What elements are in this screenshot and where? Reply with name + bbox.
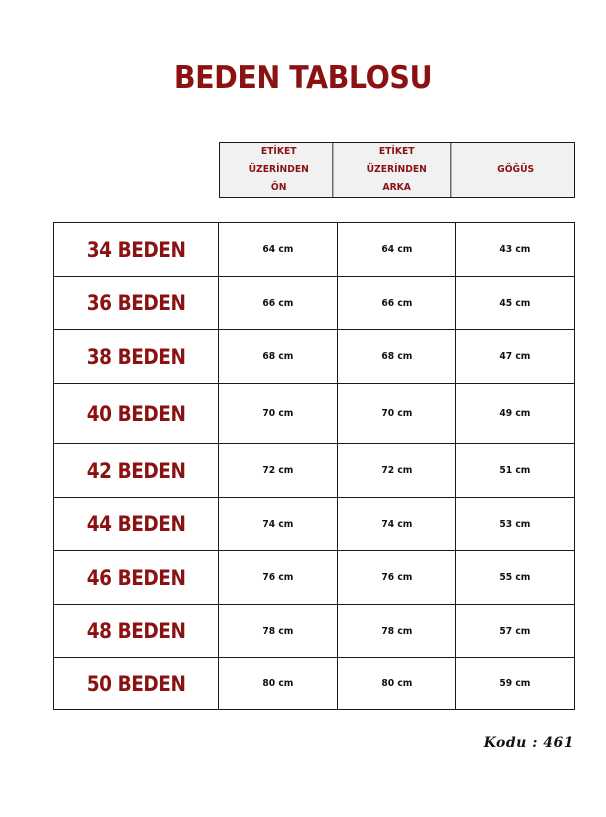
gogus-value-cell xyxy=(456,551,574,604)
size-label: 46 BEDEN xyxy=(86,565,186,590)
on-value: 66 cm xyxy=(262,297,294,309)
size-label: 40 BEDEN xyxy=(86,401,186,426)
gogus-value-cell xyxy=(456,605,574,657)
column-header-on-line1: ETİKET ÜZERİNDEN xyxy=(248,146,309,175)
column-header-on-line2: ÖN xyxy=(270,182,287,193)
on-value: 64 cm xyxy=(262,244,294,255)
size-label-cell xyxy=(54,658,219,709)
arka-value: 74 cm xyxy=(380,518,413,530)
arka-value: 72 cm xyxy=(380,465,413,476)
size-label-cell xyxy=(54,605,219,657)
arka-value-cell xyxy=(338,658,457,709)
column-header-on xyxy=(225,143,334,197)
table-row xyxy=(54,551,574,605)
on-value-cell xyxy=(219,551,338,604)
arka-value-cell xyxy=(338,551,457,604)
on-value: 68 cm xyxy=(262,351,294,362)
on-value: 74 cm xyxy=(262,518,294,530)
gogus-value-cell xyxy=(456,498,574,550)
table-row xyxy=(54,223,574,277)
table-row xyxy=(54,605,574,658)
on-value-cell xyxy=(219,384,338,443)
on-value: 80 cm xyxy=(262,678,294,689)
column-header-arka-line2: ARKA xyxy=(382,182,412,193)
on-value: 76 cm xyxy=(262,572,294,583)
table-row xyxy=(54,277,574,330)
arka-value: 68 cm xyxy=(380,351,413,362)
arka-value: 76 cm xyxy=(380,572,413,583)
gogus-value-cell xyxy=(456,223,574,276)
column-header-gogus-label: GÖĞÜS xyxy=(496,164,534,175)
arka-value-cell xyxy=(338,384,457,443)
size-label: 42 BEDEN xyxy=(86,458,186,483)
arka-value: 78 cm xyxy=(380,625,413,637)
arka-value-cell xyxy=(338,605,457,657)
table-row xyxy=(54,498,574,551)
on-value-cell xyxy=(219,330,338,383)
on-value: 70 cm xyxy=(262,408,294,419)
size-label: 38 BEDEN xyxy=(86,344,186,369)
table-row xyxy=(54,444,574,498)
on-value-cell xyxy=(219,498,338,550)
on-value-cell xyxy=(219,444,338,497)
on-value: 72 cm xyxy=(262,465,294,476)
gogus-value: 57 cm xyxy=(499,625,531,637)
gogus-value: 51 cm xyxy=(499,465,531,476)
size-label: 50 BEDEN xyxy=(86,671,186,696)
table-row xyxy=(54,658,574,709)
gogus-value-cell xyxy=(456,444,574,497)
arka-value: 70 cm xyxy=(380,408,413,419)
on-value-cell xyxy=(219,658,338,709)
size-label-cell xyxy=(54,551,219,604)
table-row xyxy=(54,384,574,444)
arka-value-cell xyxy=(338,330,457,383)
gogus-value: 55 cm xyxy=(499,572,531,583)
gogus-value-cell xyxy=(456,277,574,329)
gogus-value: 59 cm xyxy=(499,678,531,689)
column-header-table xyxy=(219,142,575,198)
size-label: 34 BEDEN xyxy=(86,237,186,262)
arka-value: 64 cm xyxy=(380,244,413,255)
page-title: BEDEN TABLOSU xyxy=(173,60,433,96)
size-label-cell xyxy=(54,384,219,443)
size-table xyxy=(53,222,575,710)
size-label: 36 BEDEN xyxy=(86,291,186,315)
on-value-cell xyxy=(219,277,338,329)
on-value: 78 cm xyxy=(262,625,294,637)
size-label: 48 BEDEN xyxy=(86,619,186,643)
product-code: Kodu : 461 xyxy=(483,735,574,751)
size-label-cell xyxy=(54,444,219,497)
gogus-value-cell xyxy=(456,330,574,383)
gogus-value: 45 cm xyxy=(499,297,531,309)
column-header-arka xyxy=(343,143,452,197)
size-label-cell xyxy=(54,498,219,550)
size-label-cell xyxy=(54,277,219,329)
gogus-value: 47 cm xyxy=(499,351,531,362)
gogus-value: 53 cm xyxy=(499,518,531,530)
column-header-gogus xyxy=(461,143,569,197)
size-label-cell xyxy=(54,330,219,383)
gogus-value: 49 cm xyxy=(499,408,531,419)
arka-value: 66 cm xyxy=(380,297,413,309)
arka-value-cell xyxy=(338,277,457,329)
arka-value-cell xyxy=(338,498,457,550)
on-value-cell xyxy=(219,223,338,276)
arka-value: 80 cm xyxy=(380,678,413,689)
gogus-value-cell xyxy=(456,384,574,443)
gogus-value-cell xyxy=(456,658,574,709)
arka-value-cell xyxy=(338,223,457,276)
on-value-cell xyxy=(219,605,338,657)
size-label: 44 BEDEN xyxy=(86,512,186,536)
table-row xyxy=(54,330,574,384)
arka-value-cell xyxy=(338,444,457,497)
size-label-cell xyxy=(54,223,219,276)
gogus-value: 43 cm xyxy=(499,244,531,255)
column-header-arka-line1: ETİKET ÜZERİNDEN xyxy=(366,146,428,175)
